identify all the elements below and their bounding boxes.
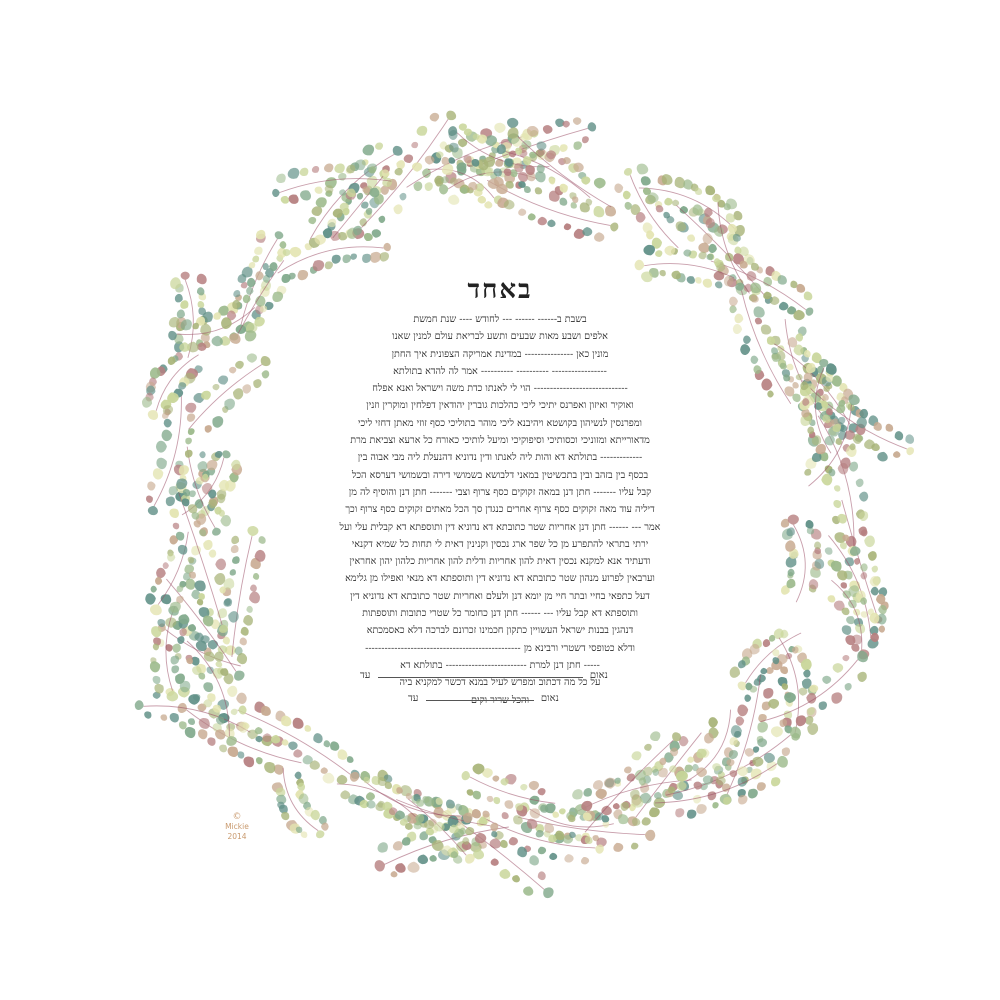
fern-leaflet: [593, 177, 606, 189]
fern-leaflet: [623, 765, 633, 775]
witness-title-label: עד: [408, 693, 419, 704]
fern-leaflet: [289, 246, 302, 258]
fern-leaflet: [230, 708, 238, 716]
fern-leaflet: [863, 535, 875, 548]
fern-leaflet: [206, 735, 218, 747]
fern-leaflet: [549, 852, 558, 860]
fern-leaflet: [390, 871, 397, 878]
fern-leaflet: [494, 122, 507, 134]
fern-leaflet: [202, 538, 215, 551]
fern-leaflet: [686, 233, 697, 243]
ketubah-line: וערבאין לפרוע מנהון שטר כתובתא דא נדוניא דין ותוספתא דא מנאי ואפילו מן גלימא: [345, 573, 655, 585]
fern-leaflet: [337, 775, 348, 785]
fern-leaflet: [541, 885, 556, 900]
fern-leaflet: [528, 780, 539, 790]
fern-leaflet: [293, 749, 303, 758]
fern-leaflet: [807, 578, 820, 591]
ketubah-line: ותוספתא דא קבל עליו --- ------ חתן דנן כחומר כל שטרי כתובות ותוספתות: [362, 608, 638, 620]
fern-leaflet: [613, 803, 621, 810]
fern-leaflet: [374, 141, 385, 151]
fern-leaflet: [196, 727, 210, 741]
fern-leaflet: [829, 690, 845, 706]
fern-leaflet: [286, 166, 302, 182]
ketubah-line: אמר --- ------ חתן דנן אחריות שטר כתובתא דא נדוניא דין ותוספתא דא קבלית עלי ועל: [339, 521, 661, 533]
fern-leaflet: [537, 845, 548, 855]
fern-leaflet: [238, 636, 248, 646]
ketubah-line: בכסף בין בזהב ובין בתכשיטין במאני דלבושא בשמושי דירה ובשמושי דערסא הכל: [351, 469, 649, 481]
fern-leaflet: [298, 166, 310, 178]
ketubah-line: על כל מה דכתוב ומפרש לעיל במנא דכשר למקניא ביה: [399, 677, 601, 689]
fern-leaflet: [573, 117, 582, 125]
fern-leaflet: [562, 121, 569, 128]
fern-leaflet: [500, 811, 510, 821]
fern-leaflet: [211, 526, 222, 537]
fern-leaflet: [161, 429, 173, 442]
fern-leaflet: [854, 477, 864, 488]
fern-leaflet: [274, 172, 288, 186]
fern-leaflet: [613, 182, 624, 193]
fern-leaflet: [517, 208, 526, 217]
fern-leaflet: [547, 219, 556, 227]
fern-leaflet: [506, 117, 519, 129]
fern-leaflet: [217, 374, 230, 386]
fern-leaflet: [580, 135, 590, 145]
fern-leaflet: [412, 180, 423, 192]
fern-leaflet: [503, 798, 516, 811]
fern-leaflet: [156, 567, 166, 578]
fern-leaflet: [208, 549, 216, 558]
fern-leaflet: [187, 716, 197, 726]
fern-leaflet: [294, 771, 301, 779]
fern-leaflet: [163, 494, 176, 508]
fern-leaflet: [571, 139, 583, 152]
fern-leaflet: [227, 610, 240, 624]
fern-leaflet: [489, 822, 499, 833]
fern-leaflet: [813, 541, 822, 551]
fern-leaflet: [622, 190, 631, 200]
fern-leaflet: [148, 659, 162, 673]
ketubah-line: ומפרנסין לנשיהון בקושטא ויהיבנא ליכי מוהר בתוליכי כסף זוזי מאתן דחזי ליכי: [358, 417, 642, 429]
fern-leaflet: [412, 162, 422, 172]
witness-title-label: עד: [360, 670, 371, 681]
fern-leaflet: [303, 724, 313, 734]
artist-signature: [215, 812, 259, 842]
fern-leaflet: [229, 543, 240, 555]
fern-leaflet: [511, 874, 521, 884]
fern-leaflet: [287, 192, 301, 206]
fern-leaflet: [803, 467, 813, 477]
fern-leaflet: [226, 685, 238, 698]
fern-leaflet: [429, 855, 437, 863]
ketubah-text-block: [255, 275, 745, 709]
fern-leaflet: [643, 743, 653, 752]
ketubah-line: ואוקיר ואיזון ואפרנס יתיכי ליכי כהלכות גוברין יהודאין דפלחין ומוקרין וזנין: [366, 400, 634, 412]
fern-leaflet: [735, 716, 745, 726]
fern-leaflet: [262, 733, 272, 742]
fern-leaflet: [586, 121, 597, 133]
fern-leaflet: [537, 216, 547, 225]
fern-leaflet: [143, 709, 154, 720]
fern-leaflet: [373, 859, 387, 873]
fern-leaflet: [272, 188, 280, 197]
fern-leaflet: [212, 383, 220, 391]
fern-leaflet: [492, 795, 502, 805]
fern-leaflet: [229, 366, 237, 374]
fern-leaflet: [711, 801, 720, 810]
fern-leaflet: [705, 253, 714, 262]
fern-leaflet: [423, 181, 435, 193]
fern-leaflet: [458, 138, 468, 147]
fern-leaflet: [878, 625, 885, 632]
fern-leaflet: [460, 770, 471, 781]
fern-leaflet: [499, 868, 511, 880]
fern-leaflet: [417, 854, 429, 865]
fern-leaflet: [634, 162, 650, 177]
fern-leaflet: [843, 682, 853, 692]
fern-leaflet: [582, 786, 595, 799]
fern-leaflet: [447, 193, 460, 206]
fern-leaflet: [612, 841, 625, 853]
fern-leaflet: [744, 694, 751, 702]
fern-leaflet: [398, 192, 407, 201]
fern-leaflet: [176, 635, 186, 645]
fern-leaflet: [832, 498, 843, 510]
artist-year: 2014: [227, 832, 247, 841]
fern-leaflet: [323, 162, 336, 174]
fern-leaflet: [321, 767, 328, 774]
fern-leaflet: [159, 713, 169, 722]
fern-leaflet: [211, 335, 224, 347]
ketubah-line: ----------------------------- הוי לי לאנתו כדת משה וישראל ואנא אפלח: [372, 383, 628, 395]
fern-leaflet: [273, 230, 284, 241]
fern-leaflet: [522, 885, 535, 897]
fern-leaflet: [407, 861, 420, 873]
fern-leaflet: [536, 870, 546, 881]
fern-leaflet: [410, 141, 419, 150]
fern-leaflet: [708, 717, 718, 728]
signature-rule: [378, 676, 583, 678]
fern-leaflet: [242, 614, 254, 627]
fern-leaflet: [337, 172, 347, 182]
fern-leaflet: [860, 563, 868, 572]
fern-leaflet: [361, 143, 377, 158]
fern-leaflet: [365, 791, 375, 801]
fern-leaflet: [145, 593, 157, 606]
fern-leaflet: [876, 450, 889, 462]
fern-leaflet: [654, 249, 663, 258]
fern-leaflet: [392, 203, 404, 215]
fern-leaflet: [520, 783, 528, 791]
fern-leaflet: [527, 213, 536, 221]
fern-leaflet: [184, 436, 194, 446]
ketubah-line: ------------- בתולתא דא והות ליה לאנתו ודין נדוניא דהנעלת ליה מבי אבוה בין: [357, 452, 643, 464]
fern-leaflet: [622, 166, 633, 177]
fern-leaflet: [603, 777, 617, 790]
fern-leaflet: [802, 669, 811, 678]
fern-leaflet: [485, 794, 494, 803]
fern-leaflet: [871, 565, 879, 574]
fern-leaflet: [630, 841, 640, 851]
fern-leaflet: [703, 233, 713, 244]
fern-leaflet: [527, 853, 541, 867]
fern-leaflet: [288, 741, 299, 751]
fern-leaflet: [145, 494, 155, 504]
fern-leaflet: [870, 587, 879, 596]
fern-leaflet: [804, 306, 815, 317]
fern-leaflet: [761, 378, 773, 391]
fern-leaflet: [232, 668, 247, 683]
ketubah-line: מונין כאן --------------- במדינת אמריקה הצפונית איך החתן: [391, 348, 609, 360]
fern-leaflet: [163, 418, 172, 428]
copyright-symbol: ©: [232, 812, 242, 822]
fern-leaflet: [630, 750, 643, 763]
fern-leaflet: [167, 506, 181, 520]
fern-leaflet: [382, 242, 391, 252]
fern-leaflet: [893, 451, 900, 458]
fern-leaflet: [793, 713, 808, 728]
fern-leaflet: [147, 505, 159, 517]
fern-leaflet: [822, 676, 831, 685]
fern-leaflet: [197, 715, 213, 731]
witness-name-label: נאום: [589, 670, 608, 681]
fern-leaflet: [594, 232, 605, 242]
fern-leaflet: [366, 799, 376, 809]
fern-leaflet: [390, 144, 404, 158]
ketubah-line: אלפים ושבע מאות שבעים ותשע לבריאת עולם למנין שאנו: [392, 331, 608, 343]
fern-leaflet: [823, 546, 834, 557]
fern-stem: [687, 710, 731, 782]
fern-leaflet: [230, 534, 241, 545]
fern-leaflet: [893, 430, 905, 442]
fern-leaflet: [679, 206, 688, 214]
fern-leaflet: [672, 199, 680, 206]
fern-leaflet: [255, 756, 264, 766]
fern-leaflet: [795, 373, 803, 381]
fern-leaflet: [290, 716, 306, 732]
fern-leaflet: [375, 840, 390, 855]
fern-leaflet: [570, 787, 585, 802]
fern-leaflet: [215, 558, 226, 570]
fern-leaflet: [201, 680, 215, 694]
ketubah-line: ----- חתן דנן למרת ------------------------- בתולתא דא: [400, 659, 600, 671]
fern-leaflet: [377, 215, 386, 224]
fern-leaflet: [852, 607, 862, 617]
fern-leaflet: [491, 858, 499, 866]
fern-leaflet: [757, 738, 767, 747]
fern-leaflet: [246, 605, 254, 613]
witness-signature-line-2: [408, 693, 559, 704]
fern-leaflet: [751, 756, 764, 768]
ketubah-line: מדאורייתא ומזוניכי וכסותיכי וסיפוקיכי ומיעל לותיכי כאורח כל ארעא וצביאת מרת: [350, 435, 650, 447]
ketubah-line: בשבת ב------ ------ --- לחודש ---- שנת חמשת: [413, 314, 587, 325]
fern-leaflet: [215, 660, 223, 668]
fern-leaflet: [298, 188, 313, 203]
fern-leaflet: [648, 730, 662, 744]
fern-leaflet: [477, 195, 486, 204]
fern-leaflet: [183, 448, 194, 459]
fern-leaflet: [169, 663, 180, 674]
fern-leaflet: [313, 185, 324, 195]
fern-leaflet: [760, 667, 768, 674]
fern-leaflet: [146, 408, 161, 423]
ketubah-line: ודלא כטופסי דשטרי ורבינא מן ------------------------------------------------: [365, 642, 635, 654]
fern-leaflet: [508, 836, 519, 847]
fern-leaflet: [307, 216, 317, 225]
fern-leaflet: [146, 481, 156, 492]
fern-stem: [362, 119, 449, 227]
fern-leaflet: [150, 586, 157, 593]
fern-leaflet: [771, 726, 783, 738]
fern-leaflet: [644, 829, 656, 842]
fern-leaflet: [168, 711, 182, 725]
fern-leaflet: [184, 401, 198, 415]
fern-leaflet: [767, 390, 774, 397]
fern-leaflet: [858, 491, 869, 502]
fern-leaflet: [663, 197, 673, 206]
fern-leaflet: [778, 301, 789, 311]
ketubah-line: קבל עליו ------- חתן דנן במאה זקוקים כסף צרוף וצבי ------- חתן דנן והוסיף לה מן: [348, 486, 652, 498]
fern-leaflet: [429, 112, 441, 123]
fern-leaflet: [750, 355, 759, 364]
fern-leaflet: [761, 686, 776, 701]
fern-leaflet: [444, 109, 458, 123]
fern-leaflet: [673, 806, 686, 819]
fern-leaflet: [236, 692, 248, 704]
fern-leaflet: [860, 572, 867, 580]
fern-leaflet: [415, 124, 430, 138]
fern-leaflet: [905, 445, 916, 456]
fern-leaflet: [842, 654, 850, 661]
fern-leaflet: [904, 433, 916, 445]
fern-leaflet: [780, 745, 792, 757]
fern-leaflet: [775, 755, 789, 770]
fern-leaflet: [602, 203, 618, 219]
fern-leaflet: [203, 423, 213, 434]
fern-leaflet: [484, 201, 492, 209]
fern-leaflet: [737, 766, 748, 777]
fern-leaflet: [558, 808, 566, 816]
ketubah-line: דיליה עוד מאה זקוקים כסף צרוף אחרים כנגדן סך הכל מאתים זקוקים כסף צרוף וכך: [345, 504, 655, 516]
fern-leaflet: [769, 775, 783, 789]
fern-leaflet: [228, 568, 237, 577]
fern-leaflet: [580, 856, 590, 866]
fern-leaflet: [708, 243, 717, 253]
fern-leaflet: [867, 550, 878, 562]
fern-leaflet: [176, 543, 190, 557]
fern-leaflet: [833, 484, 842, 493]
fern-leaflet: [322, 739, 331, 748]
fern-leaflet: [311, 732, 324, 745]
fern-leaflet: [753, 316, 763, 326]
fern-leaflet: [816, 699, 828, 711]
fern-leaflet: [239, 626, 250, 637]
fern-leaflet: [609, 221, 620, 232]
fern-leaflet: [180, 271, 189, 280]
fern-leaflet: [537, 787, 547, 797]
fern-leaflet: [542, 124, 554, 135]
fern-leaflet: [199, 451, 205, 458]
fern-leaflet: [210, 414, 226, 430]
fern-leaflet: [492, 775, 500, 782]
fern-leaflet: [840, 623, 854, 637]
fern-leaflet: [189, 543, 203, 557]
fern-leaflet: [186, 427, 196, 437]
witness-name-label: נאום: [540, 693, 559, 704]
signature-rule: [426, 699, 534, 701]
fern-leaflet: [356, 192, 364, 201]
fern-leaflet: [744, 269, 758, 283]
fern-leaflet: [563, 222, 572, 231]
fern-leaflet: [194, 272, 208, 287]
fern-leaflet: [788, 514, 800, 525]
fern-leaflet: [758, 322, 773, 337]
fern-leaflet: [832, 663, 843, 673]
fern-leaflet: [664, 245, 676, 257]
fern-leaflet: [533, 186, 544, 196]
fern-leaflet: [884, 422, 895, 433]
fern-leaflet: [163, 562, 169, 569]
fern-leaflet: [230, 555, 241, 566]
fern-leaflet: [536, 140, 548, 151]
witness-signature-line-1: [360, 670, 608, 681]
ketubah-title: באחד: [467, 275, 533, 305]
fern-leaflet: [853, 557, 861, 565]
fern-leaflet: [252, 245, 264, 257]
fern-leaflet: [634, 259, 645, 271]
ketubah-line: ודעתיד אנא למקנא נכסין דאית להון אחריות ודלית להון אחריות כלהון יהון אחראין: [349, 556, 651, 568]
ketubah-text-lines: [255, 311, 745, 709]
fern-leaflet: [311, 165, 321, 175]
fern-leaflet: [639, 174, 653, 187]
ketubah-line: דנהגין בבנות ישראל העשויין כתקון חכמינו זכרונם לברכה דלא כאסמכתא: [366, 625, 634, 637]
artist-name: Mickie: [225, 822, 249, 831]
fern-leaflet: [856, 670, 869, 683]
ketubah-line: דעל כתפאי בחיי ובתר חיי מן יומא דנן ולעלם ואחריות שטר כתובתא דא נדוניא דין: [350, 590, 650, 602]
ketubah-line: ירתי בתראי להתפרע מן כל שפר ארג נכסין וקנינין דאית לי תחות כל שמיא דקנאי: [351, 538, 649, 550]
fern-leaflet: [156, 441, 167, 453]
fern-leaflet: [563, 853, 574, 863]
fern-leaflet: [685, 807, 699, 820]
fern-leaflet: [641, 816, 652, 827]
fern-leaflet: [333, 162, 347, 176]
fern-leaflet: [151, 674, 162, 686]
fern-leaflet: [279, 241, 287, 249]
fern-leaflet: [171, 521, 180, 531]
ketubah-line: והכל שריר וקים: [470, 694, 530, 706]
ketubah-line: ----------------- ---------- ---------- אמר לה להדא בתולתא: [393, 365, 607, 377]
fern-leaflet: [134, 699, 145, 711]
fern-leaflet: [591, 204, 607, 220]
